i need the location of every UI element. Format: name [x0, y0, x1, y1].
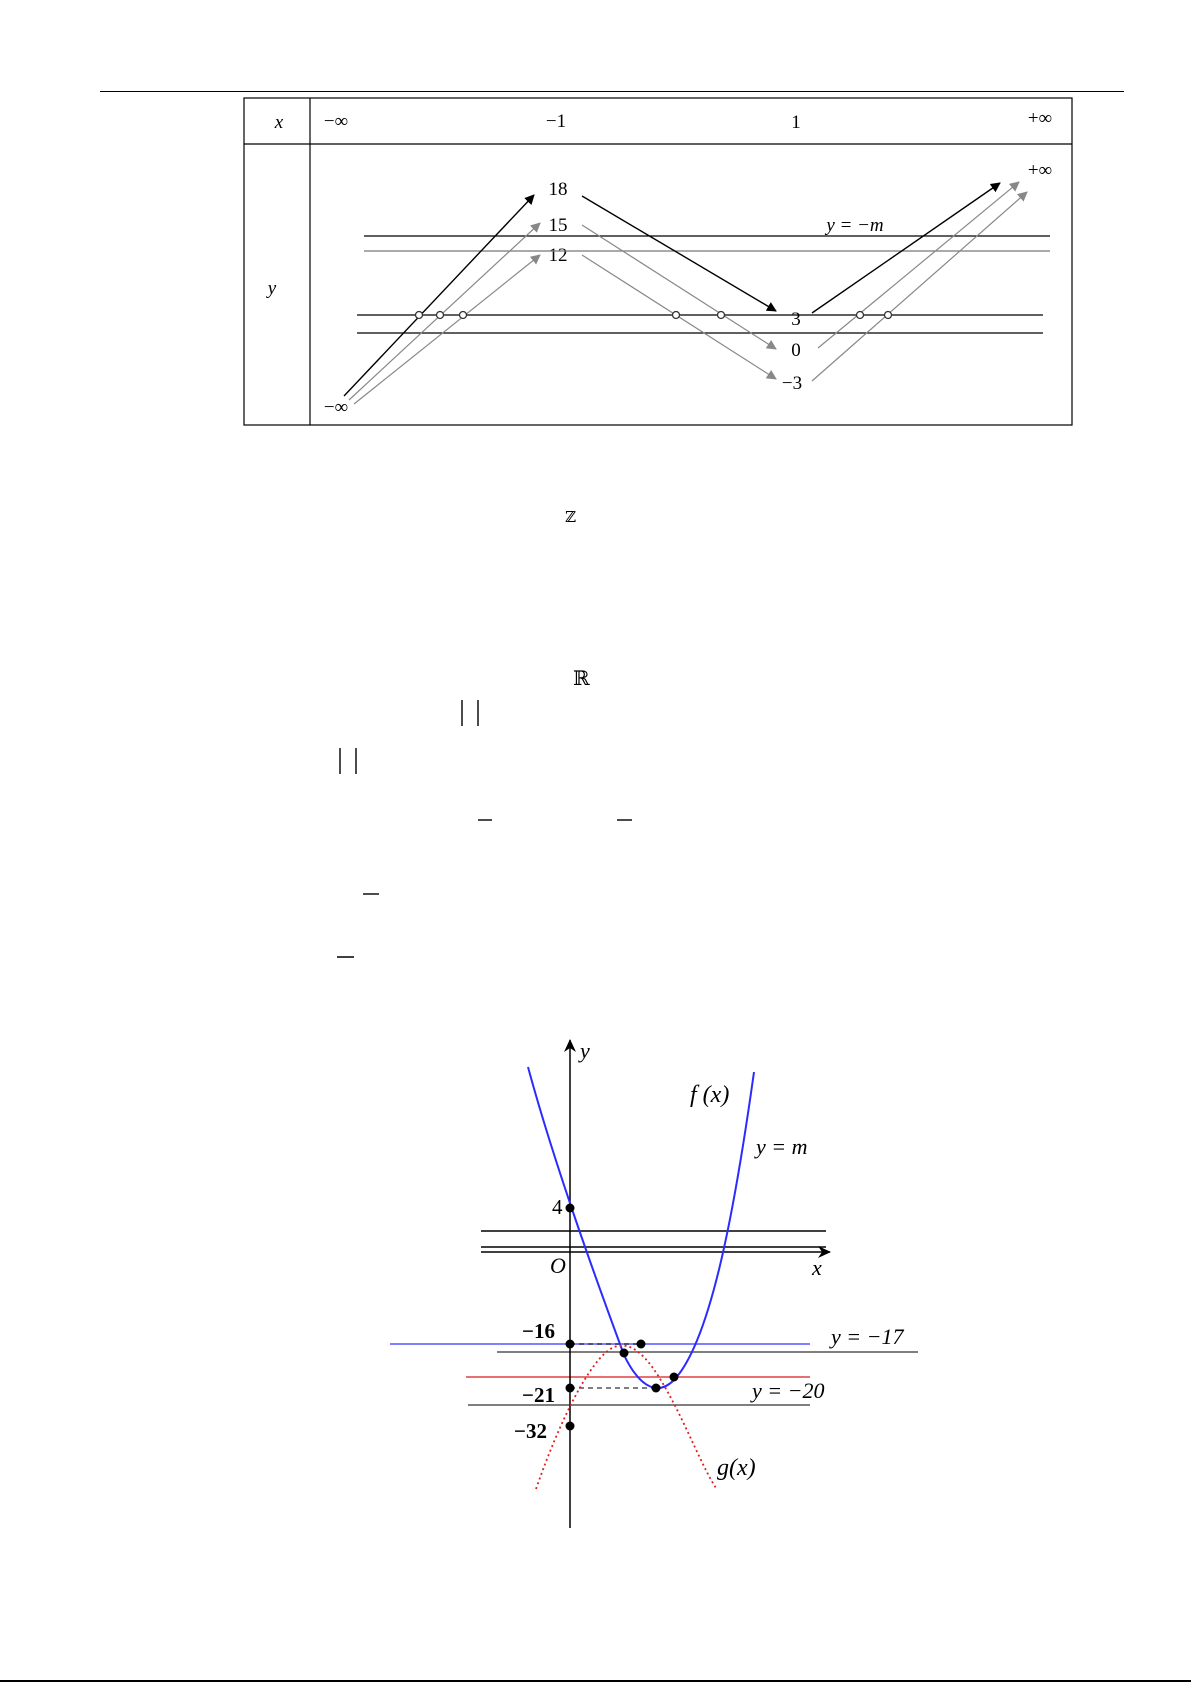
max-value: 12 — [548, 245, 568, 266]
y-tick-label: −32 — [514, 1419, 547, 1443]
key-point — [670, 1373, 679, 1382]
key-point — [566, 1422, 575, 1431]
line-y-m-label: y = m — [756, 1134, 808, 1159]
row-header-x: x — [274, 112, 284, 133]
y-tick-label: −21 — [522, 1383, 555, 1407]
g-curve — [536, 1346, 716, 1489]
y-start-value: −∞ — [323, 397, 349, 418]
min-value: 0 — [791, 340, 801, 361]
y-end-value: +∞ — [1027, 160, 1053, 181]
integers-symbol: ℤ — [565, 510, 576, 526]
reals-symbol: ℝ — [573, 668, 590, 690]
x-value: +∞ — [1027, 108, 1053, 129]
max-value: 15 — [548, 215, 568, 236]
key-point — [566, 1204, 575, 1213]
key-point — [620, 1349, 629, 1358]
max-value: 18 — [548, 179, 568, 200]
min-value: −3 — [781, 373, 803, 394]
key-point — [637, 1340, 646, 1349]
line-label: y = −m — [826, 215, 884, 236]
x-value: −1 — [545, 111, 567, 132]
x-value: 1 — [791, 112, 801, 133]
footer-rule — [0, 1680, 1191, 1682]
key-point — [652, 1384, 661, 1393]
y-tick-label: 4 — [552, 1195, 563, 1219]
axis-label-x: x — [812, 1255, 822, 1280]
x-value: −∞ — [323, 111, 349, 132]
key-point — [566, 1384, 575, 1393]
axis-label-y: y — [580, 1038, 590, 1063]
row-header-y: y — [267, 278, 277, 299]
y-tick-label: −16 — [522, 1319, 555, 1343]
min-value: 3 — [791, 309, 801, 330]
f-curve-label: f (x) — [690, 1082, 730, 1108]
origin-label: O — [550, 1253, 566, 1278]
line-y-minus-17-label: y = −17 — [831, 1324, 904, 1349]
g-curve-label: g(x) — [717, 1455, 756, 1481]
line-y-minus-20-label: y = −20 — [752, 1378, 825, 1403]
key-point — [566, 1340, 575, 1349]
